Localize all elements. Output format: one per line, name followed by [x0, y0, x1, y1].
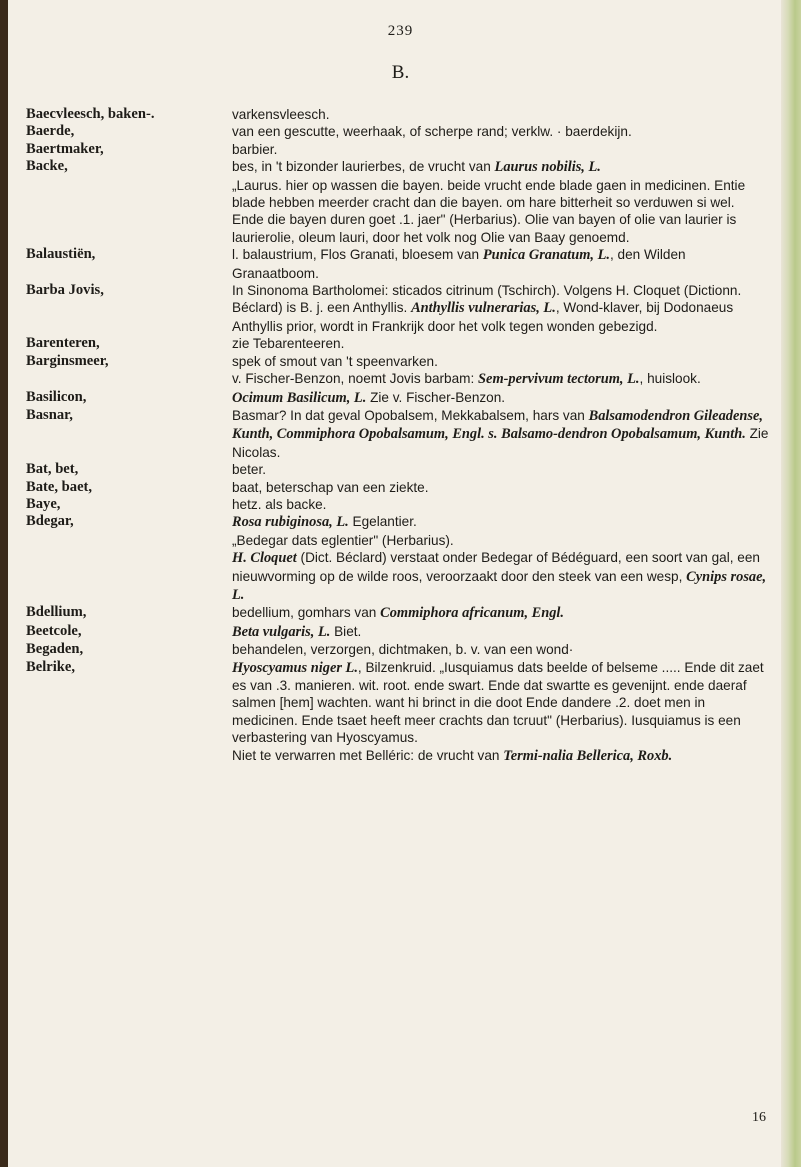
glossary-entry — [26, 641, 771, 658]
glossary-entry — [26, 389, 771, 407]
taxon-name: Commiphora africanum, Engl. — [380, 605, 565, 622]
definition-text: behandelen, verzorgen, dichtmaken, b. v. van een wond· — [232, 642, 574, 658]
entry-definition — [232, 141, 770, 158]
glossary-entry — [26, 353, 771, 389]
entry-definition — [232, 496, 770, 513]
definition-text: beter. — [232, 462, 267, 478]
definition-text: , Bilzenkruid. „Iusquiamus dats beelde of belseme ..... Ende dit zaet es van .3. manieren. wit. root. ende swart. Ende dat swartte es gevenijnt. ende daeraf salmen [hem] wachten. want hi brinct in die doot Ende dandere .2. doet men in medicinen. Ende tsaet heeft meer crachts dan tcruut" (Herbarius). Iusquiamus is een verbastering van Hyoscyamus. — [232, 659, 764, 746]
entry-definition — [232, 353, 770, 389]
definition-paragraph — [232, 177, 770, 247]
definition-paragraph — [232, 659, 770, 747]
page-number: 239 — [387, 23, 414, 39]
definition-text: Zie Nicolas. — [232, 426, 769, 460]
definition-paragraph — [232, 641, 770, 658]
glossary-entry — [26, 604, 771, 622]
entry-definition — [232, 158, 770, 246]
definition-paragraph — [232, 353, 770, 370]
definition-text: Biet. — [330, 623, 362, 639]
definition-paragraph — [232, 106, 770, 123]
entry-term: Barenteren, — [26, 335, 100, 352]
entry-term: Bdegar, — [26, 513, 74, 530]
taxon-name: Hyoscyamus niger L. — [232, 659, 358, 676]
glossary-entry — [26, 513, 771, 604]
taxon-name: H. Cloquet — [232, 550, 297, 567]
definition-text: v. Fischer-Benzon, noemt Jovis barbam: — [232, 371, 479, 387]
taxon-name: Punica Granatum, L. — [482, 247, 610, 264]
taxon-name: Anthyllis vulnerarias, L. — [411, 300, 556, 317]
definition-paragraph — [232, 123, 770, 140]
definition-paragraph — [232, 461, 770, 478]
entry-definition — [232, 389, 770, 407]
taxon-name: Balsamodendron Gileadense, Kunth, Commiphora Opobalsamum, Engl. s. Balsamo-dendron Opobalsamum, Kunth. — [232, 407, 763, 443]
glossary-entry — [26, 282, 771, 335]
entry-term: Basilicon, — [26, 388, 87, 405]
entry-term: Basnar, — [26, 406, 73, 423]
definition-text: Egelantier. — [348, 514, 417, 530]
entry-definition — [232, 659, 770, 765]
entry-definition — [232, 407, 770, 461]
entry-term: Bat, bet, — [26, 461, 79, 478]
glossary-entry — [26, 659, 771, 765]
signature-number: 16 — [752, 1110, 766, 1125]
definition-text: hetz. als backe. — [232, 496, 327, 512]
definition-text: , Wond-klaver, bij Dodonaeus Anthyllis prior, wordt in Frankrijk door het volk tegen wonden gebezigd. — [232, 300, 734, 334]
glossary-entry — [26, 496, 771, 513]
definition-paragraph — [232, 532, 770, 549]
definition-paragraph — [232, 623, 770, 641]
definition-paragraph — [232, 479, 770, 496]
glossary-entries — [26, 106, 771, 765]
entry-term: Beetcole, — [26, 622, 82, 639]
definition-paragraph — [232, 246, 770, 282]
glossary-entry — [26, 461, 771, 478]
taxon-name: Beta vulgaris, L. — [232, 623, 331, 640]
definition-text: , huislook. — [639, 371, 701, 387]
entry-term: Balaustiën, — [26, 246, 96, 263]
definition-paragraph — [232, 549, 770, 604]
definition-text: zie Tebarenteeren. — [232, 336, 345, 352]
entry-definition — [232, 461, 770, 478]
definition-text: „Laurus. hier op wassen die bayen. beide vrucht ende blade gaen in medicinen. Entie blade hebben meerder cracht dan die bayen. om hare bitterheit so verduwen si wel. Ende die bayen duren goet .1. jaer" (Herbarius). Olie van bayen of olie van laurier is laurierolie, oleum lauri, door het volk nog Olie van Baay genoemd. — [232, 177, 746, 245]
definition-text: , den Wilden Granaatboom. — [232, 247, 686, 281]
definition-paragraph — [232, 335, 770, 352]
entry-term: Bdellium, — [26, 604, 87, 621]
entry-definition — [232, 623, 770, 641]
definition-paragraph — [232, 604, 770, 622]
definition-text: „Bedegar dats eglentier" (Herbarius). — [232, 532, 454, 548]
definition-text: bes, in 't bizonder laurierbes, de vrucht van — [232, 159, 495, 175]
definition-paragraph — [232, 389, 770, 407]
entry-definition — [232, 282, 770, 335]
definition-text: Zie v. Fischer-Benzon. — [366, 389, 506, 405]
definition-text: varkensvleesch. — [232, 107, 330, 122]
entry-term: Barginsmeer, — [26, 352, 109, 369]
glossary-entry — [26, 158, 771, 246]
glossary-entry — [26, 141, 771, 158]
definition-text: l. balaustrium, Flos Granati, bloesem van — [232, 247, 483, 263]
entry-term: Baecvleesch, baken-. — [26, 106, 155, 122]
taxon-name: Ocimum Basilicum, L. — [232, 389, 367, 406]
definition-paragraph — [232, 370, 770, 388]
glossary-entry — [26, 479, 771, 496]
entry-definition — [232, 335, 770, 352]
taxon-name: Cynips rosae, L. — [232, 568, 767, 603]
entry-definition — [232, 604, 770, 622]
taxon-name: Termi-nalia Bellerica, Roxb. — [503, 747, 673, 764]
entry-term: Bate, baet, — [26, 478, 93, 495]
entry-term: Backe, — [26, 158, 68, 175]
page-edge-right — [781, 0, 801, 1167]
taxon-name: Rosa rubiginosa, L. — [232, 514, 349, 531]
definition-paragraph — [232, 513, 770, 531]
entry-term: Belrike, — [26, 658, 76, 675]
entry-term: Begaden, — [26, 641, 84, 658]
entry-term: Baye, — [26, 495, 61, 512]
entry-definition — [232, 479, 770, 496]
glossary-entry — [26, 246, 771, 282]
definition-text: (Dict. Béclard) verstaat onder Bedegar of Bédéguard, een soort van gal, een nieuwvorming op de wilde roos, veroorzaakt door den steek van een wesp, — [232, 550, 760, 584]
definition-text: Niet te verwarren met Belléric: de vrucht van — [232, 747, 504, 763]
glossary-entry — [26, 623, 771, 641]
entry-definition — [232, 641, 770, 658]
taxon-name: Laurus nobilis, L. — [494, 159, 601, 176]
definition-text: baat, beterschap van een ziekte. — [232, 479, 429, 495]
entry-definition — [232, 246, 770, 282]
entry-definition — [232, 106, 770, 123]
definition-paragraph — [232, 747, 770, 765]
definition-text: spek of smout van 't speenvarken. — [232, 353, 438, 369]
definition-text: bedellium, gomhars van — [232, 605, 381, 621]
glossary-entry — [26, 106, 771, 123]
entry-term: Barba Jovis, — [26, 282, 104, 299]
glossary-entry — [26, 407, 771, 461]
entry-definition — [232, 123, 770, 140]
entry-term: Baertmaker, — [26, 140, 104, 157]
definition-paragraph — [232, 407, 770, 461]
entry-term: Baerde, — [26, 123, 75, 140]
taxon-name: Sem-pervivum tectorum, L. — [478, 371, 640, 388]
definition-paragraph — [232, 282, 770, 335]
entry-definition — [232, 513, 770, 604]
definition-text: barbier. — [232, 141, 278, 157]
definition-paragraph — [232, 141, 770, 158]
definition-paragraph — [232, 158, 770, 176]
definition-text: In Sinonoma Bartholomei: sticados citrinum (Tschirch). Volgens H. Cloquet (Dictionn. Béclard) is B. j. een Anthyllis. — [232, 283, 742, 316]
definition-text: Basmar? In dat geval Opobalsem, Mekkabalsem, hars van — [232, 407, 589, 423]
glossary-entry — [26, 123, 771, 140]
definition-paragraph — [232, 496, 770, 513]
section-letter: B. — [391, 62, 410, 83]
page-edge-left — [0, 0, 8, 1167]
glossary-entry — [26, 335, 771, 352]
definition-text: van een gescutte, weerhaak, of scherpe rand; verklw. · baerdekijn. — [232, 124, 632, 140]
